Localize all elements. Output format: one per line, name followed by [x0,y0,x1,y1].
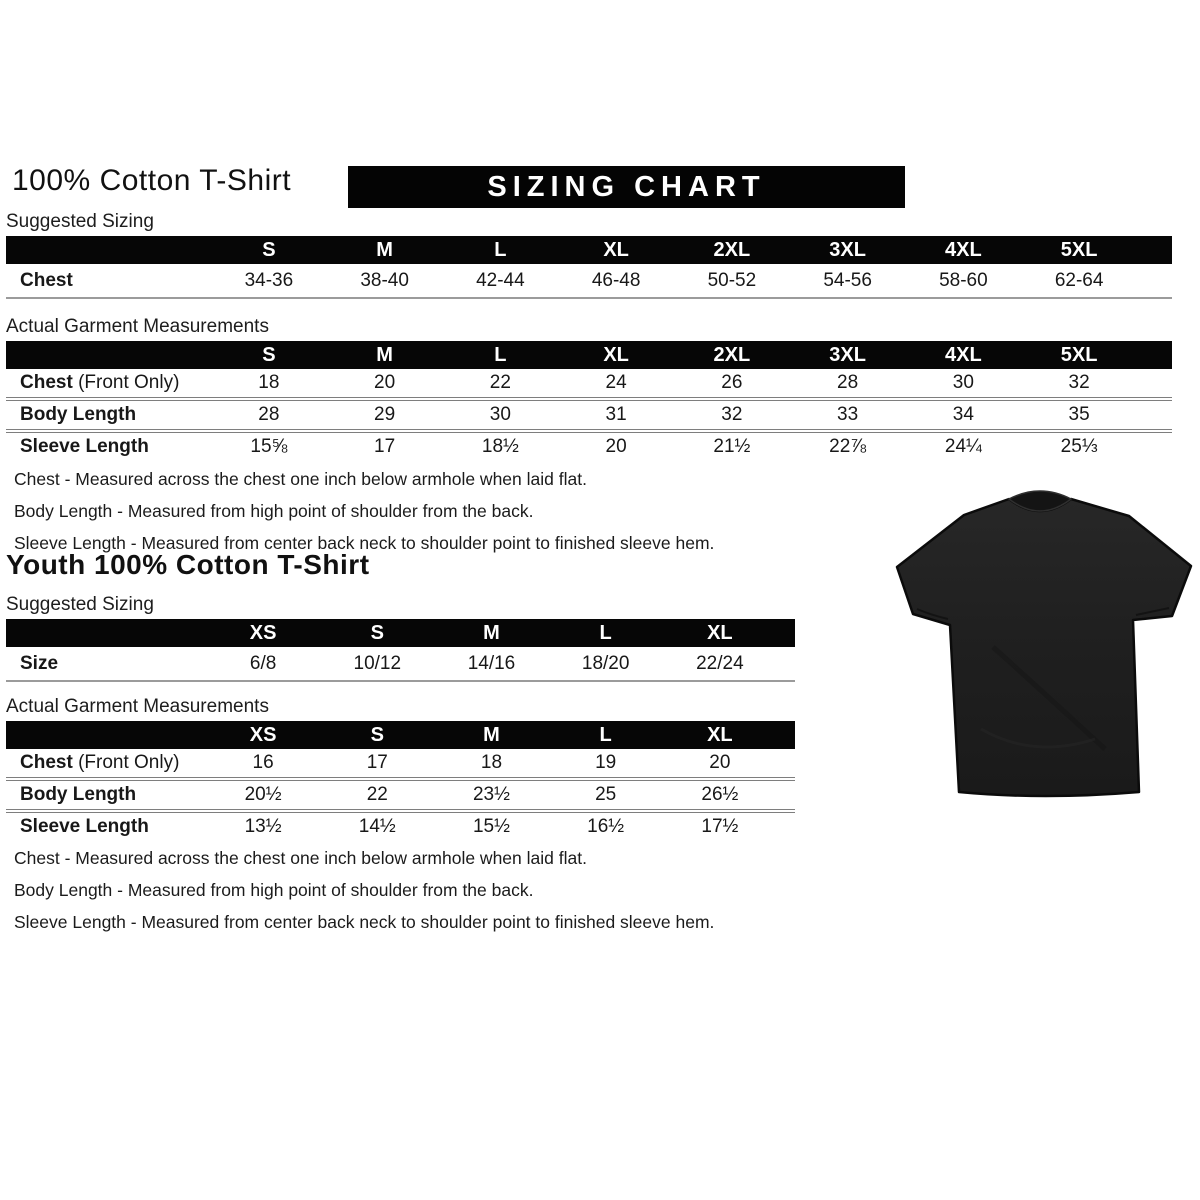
size-column-header-xl: XL [558,341,674,369]
measurement-cell: 24 [605,372,627,393]
youth-section-title: Youth 100% Cotton T-Shirt [6,549,370,580]
row-label: Body Length [6,399,211,431]
row-label: Sleeve Length [6,811,206,841]
header-spacer [777,619,795,647]
measurement-cell: 31 [558,399,674,431]
measurement-cell: 15½ [434,811,548,841]
measurement-cell: 50-52 [707,269,757,291]
size-column-header-xl: XL [663,619,777,647]
header-spacer [6,721,206,749]
measurement-cell: 13½ [206,811,320,841]
row-spacer [777,779,795,811]
row-spacer [1137,399,1172,431]
table-row [6,399,1172,431]
measurement-cell: 32 [1068,372,1090,393]
measurement-cell: 42-44 [476,269,525,291]
table-row [6,779,795,811]
row-label: Chest [20,269,73,291]
size-column-header-m: M [327,236,443,264]
measurement-cell: 22 [489,372,511,393]
size-column-header-l: L [443,341,559,369]
measurement-cell: 17½ [663,811,777,841]
measurement-note-line: Body Length - Measured from high point of shoulder from the back. [14,880,534,900]
measurement-cell: 26½ [663,779,777,811]
measurement-note-line: Chest - Measured across the chest one inch below armhole when laid flat. [14,848,587,868]
measurement-cell: 30 [443,399,559,431]
size-column-header-l: L [549,721,663,749]
measurement-cell: 20 [558,431,674,461]
size-column-header-s: S [211,341,327,369]
size-column-header-xs: XS [206,721,320,749]
measurement-cell: 29 [327,399,443,431]
adult-garment-measurements-table [6,341,1172,461]
measurement-cell: 14½ [320,811,434,841]
youth-suggested-sizing-table [6,619,795,682]
row-label: Size [20,652,59,674]
table-row [6,811,795,841]
measurement-cell: 16 [252,752,274,773]
measurement-cell: 20 [374,372,396,393]
measurement-cell: 38-40 [360,269,409,291]
adult-suggested-sizing-table [6,236,1172,299]
header-spacer [1137,341,1172,369]
measurement-cell: 14/16 [467,652,516,674]
measurement-cell: 25⅓ [1021,431,1137,461]
size-column-header-m: M [327,341,443,369]
measurement-cell: 32 [674,399,790,431]
measurement-cell: 34-36 [244,269,294,291]
size-column-header-s: S [320,721,434,749]
measurement-cell: 26 [721,372,743,393]
row-spacer [777,811,795,841]
size-column-header-xl: XL [558,236,674,264]
youth-suggested-sizing-label: Suggested Sizing [6,594,795,621]
measurement-cell: 20 [709,752,731,773]
header-spacer [6,236,211,264]
measurement-cell: 18½ [443,431,559,461]
measurement-cell: 15⅝ [211,431,327,461]
measurement-cell: 62-64 [1054,269,1104,291]
size-column-header-3xl: 3XL [790,341,906,369]
measurement-cell: 33 [790,399,906,431]
measurement-cell: 35 [1021,399,1137,431]
table-row [6,749,795,779]
measurement-cell: 30 [952,372,974,393]
size-column-header-m: M [434,721,548,749]
row-label: Sleeve Length [6,431,211,461]
row-spacer [1137,431,1172,461]
measurement-cell: 16½ [549,811,663,841]
adult-garment-measurements-label: Actual Garment Measurements [6,316,1172,343]
header-spacer [6,341,211,369]
measurement-note-line: Sleeve Length - Measured from center back neck to shoulder point to finished sleeve hem. [14,533,715,553]
measurement-cell: 28 [211,399,327,431]
measurement-cell: 6/8 [249,652,277,674]
page-title: 100% Cotton T-Shirt [12,164,292,197]
adult-measurement-notes [14,463,714,559]
size-column-header-5xl: 5XL [1021,341,1137,369]
measurement-note-line: Body Length - Measured from high point of shoulder from the back. [14,501,534,521]
measurement-cell: 10/12 [353,652,402,674]
size-column-header-xl: XL [663,721,777,749]
table-row [6,431,1172,461]
measurement-cell: 22 [320,779,434,811]
size-column-header-2xl: 2XL [674,236,790,264]
measurement-cell: 21½ [674,431,790,461]
size-column-header-4xl: 4XL [906,236,1022,264]
row-label: Chest (Front Only) [20,752,180,773]
header-spacer [777,721,795,749]
measurement-cell: 23½ [434,779,548,811]
measurement-cell: 18 [258,372,280,393]
table-row [6,647,795,681]
size-column-header-5xl: 5XL [1021,236,1137,264]
row-spacer [1137,369,1172,399]
size-column-header-2xl: 2XL [674,341,790,369]
measurement-cell: 46-48 [591,269,641,291]
measurement-cell: 28 [837,372,859,393]
measurement-cell: 19 [595,752,617,773]
measurement-cell: 18 [480,752,503,773]
measurement-cell: 20½ [206,779,320,811]
youth-garment-measurements-label: Actual Garment Measurements [6,696,795,723]
measurement-note-line: Sleeve Length - Measured from center back neck to shoulder point to finished sleeve hem. [14,912,715,932]
measurement-cell: 25 [549,779,663,811]
size-column-header-3xl: 3XL [790,236,906,264]
youth-garment-measurements-table [6,721,795,841]
size-column-header-4xl: 4XL [906,341,1022,369]
adult-suggested-sizing-label: Suggested Sizing [6,211,1172,238]
sizing-chart-banner-text: SIZING CHART [487,170,766,203]
size-column-header-m: M [434,619,548,647]
measurement-cell: 22/24 [696,652,744,674]
row-label: Chest (Front Only) [20,372,180,393]
sizing-chart-banner [348,166,905,208]
size-column-header-s: S [320,619,434,647]
tshirt-body [897,499,1191,796]
row-spacer [777,749,795,779]
size-column-header-l: L [443,236,559,264]
measurement-cell: 54-56 [823,269,872,291]
measurement-cell: 58-60 [939,269,988,291]
size-column-header-s: S [211,236,327,264]
youth-measurement-notes [14,842,714,938]
measurement-cell: 17 [327,431,443,461]
header-spacer [1137,236,1172,264]
measurement-note-line: Chest - Measured across the chest one inch below armhole when laid flat. [14,469,587,489]
black-tshirt-photo [893,487,1193,809]
black-tshirt-image [893,487,1193,809]
table-row [6,264,1172,298]
row-spacer [777,647,795,681]
size-column-header-xs: XS [206,619,320,647]
row-spacer [1137,264,1172,298]
measurement-cell: 17 [366,752,388,773]
header-spacer [6,619,206,647]
measurement-cell: 34 [906,399,1022,431]
measurement-cell: 18/20 [581,652,630,674]
row-label: Body Length [6,779,206,811]
measurement-cell: 24¼ [906,431,1022,461]
table-row [6,369,1172,399]
measurement-cell: 22⅞ [790,431,906,461]
size-column-header-l: L [549,619,663,647]
